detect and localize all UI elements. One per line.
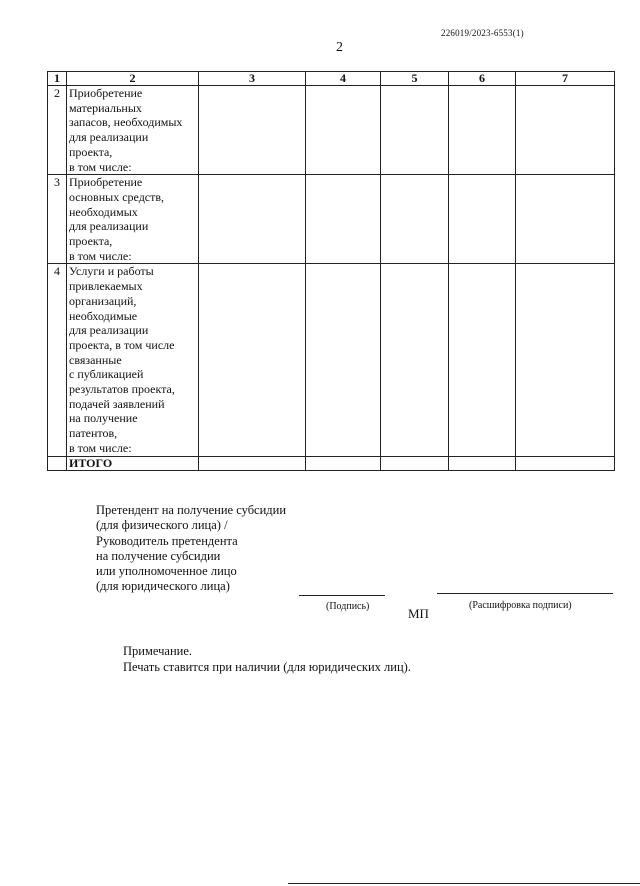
header-cell: 7 bbox=[516, 72, 615, 86]
empty-cell bbox=[306, 175, 381, 264]
description-line: проекта, bbox=[69, 234, 113, 249]
empty-cell bbox=[306, 457, 381, 471]
signatory-line: или уполномоченное лицо bbox=[96, 564, 237, 579]
empty-cell bbox=[449, 86, 516, 175]
note-title: Примечание. bbox=[123, 644, 193, 658]
description-line: основных средств, bbox=[69, 189, 165, 204]
description-line: в том числе: bbox=[69, 440, 132, 455]
header-cell: 3 bbox=[199, 72, 306, 86]
description-line: для реализации bbox=[69, 130, 149, 145]
description-line: Приобретение bbox=[69, 86, 143, 100]
signatory-line: Руководитель претендента bbox=[96, 533, 238, 548]
decode-signature-line bbox=[437, 593, 613, 594]
header-cell: 2 bbox=[67, 72, 199, 86]
row-number: 4 bbox=[48, 264, 67, 457]
decode-signature-caption: (Расшифровка подписи) bbox=[469, 600, 572, 611]
table-row bbox=[48, 175, 615, 264]
row-description bbox=[67, 86, 199, 175]
description-line: для реализации bbox=[69, 219, 149, 234]
page-number: 2 bbox=[336, 40, 343, 55]
description-line: в том числе: bbox=[69, 159, 132, 174]
total-row bbox=[48, 457, 615, 471]
note-block bbox=[123, 644, 411, 675]
empty-cell bbox=[199, 264, 306, 457]
description-line: патентов, bbox=[69, 426, 118, 441]
description-line: проекта, в том числе bbox=[69, 337, 175, 352]
description-line: подачей заявлений bbox=[69, 396, 165, 411]
expense-table bbox=[47, 71, 615, 471]
header-cell: 1 bbox=[48, 72, 67, 86]
empty-cell bbox=[516, 264, 615, 457]
description-line: результатов проекта, bbox=[69, 382, 175, 397]
description-line: связанные bbox=[69, 352, 122, 367]
signature-caption: (Подпись) bbox=[326, 601, 370, 612]
description-line: для реализации bbox=[69, 323, 149, 338]
signatory-description bbox=[96, 503, 286, 595]
empty-cell bbox=[516, 457, 615, 471]
note-text: Печать ставится при наличии (для юридических лиц). bbox=[123, 659, 411, 674]
empty-cell bbox=[199, 457, 306, 471]
description-line: Услуги и работы bbox=[69, 264, 154, 279]
stamp-placeholder: МП bbox=[408, 606, 429, 621]
empty-cell bbox=[449, 175, 516, 264]
header-cell: 5 bbox=[381, 72, 449, 86]
description-line: Приобретение bbox=[69, 175, 143, 190]
empty-cell bbox=[381, 86, 449, 175]
row-description bbox=[67, 264, 199, 457]
table-header-row bbox=[48, 72, 615, 86]
empty-cell bbox=[306, 86, 381, 175]
description-line: необходимых bbox=[69, 204, 138, 219]
signatory-line: (для физического лица) / bbox=[96, 518, 228, 533]
document-id: 226019/2023-6553(1) bbox=[441, 28, 524, 38]
empty-cell bbox=[381, 175, 449, 264]
table-row bbox=[48, 264, 615, 457]
bottom-rule bbox=[288, 883, 640, 884]
empty-cell bbox=[449, 264, 516, 457]
signature-line bbox=[299, 595, 385, 596]
description-line: материальных bbox=[69, 100, 142, 115]
row-number: 2 bbox=[48, 86, 67, 175]
table-row bbox=[48, 86, 615, 175]
signatory-line: на получение субсидии bbox=[96, 548, 221, 563]
empty-cell bbox=[516, 175, 615, 264]
row-description bbox=[67, 175, 199, 264]
empty-cell bbox=[516, 86, 615, 175]
row-number: 3 bbox=[48, 175, 67, 264]
signatory-line: (для юридического лица) bbox=[96, 579, 230, 594]
description-line: привлекаемых bbox=[69, 279, 143, 294]
description-line: с публикацией bbox=[69, 367, 144, 382]
header-cell: 6 bbox=[449, 72, 516, 86]
description-line: запасов, необходимых bbox=[69, 115, 183, 130]
description-line: в том числе: bbox=[69, 248, 132, 263]
empty-cell bbox=[199, 86, 306, 175]
description-line: на получение bbox=[69, 411, 138, 426]
empty-cell bbox=[381, 264, 449, 457]
signatory-line: Претендент на получение субсидии bbox=[96, 503, 287, 517]
total-label: ИТОГО bbox=[67, 457, 199, 471]
header-cell: 4 bbox=[306, 72, 381, 86]
empty-cell bbox=[449, 457, 516, 471]
empty-cell bbox=[381, 457, 449, 471]
empty-cell bbox=[199, 175, 306, 264]
empty-cell bbox=[48, 457, 67, 471]
description-line: необходимые bbox=[69, 308, 138, 323]
description-line: организаций, bbox=[69, 293, 137, 308]
empty-cell bbox=[306, 264, 381, 457]
description-line: проекта, bbox=[69, 144, 113, 159]
